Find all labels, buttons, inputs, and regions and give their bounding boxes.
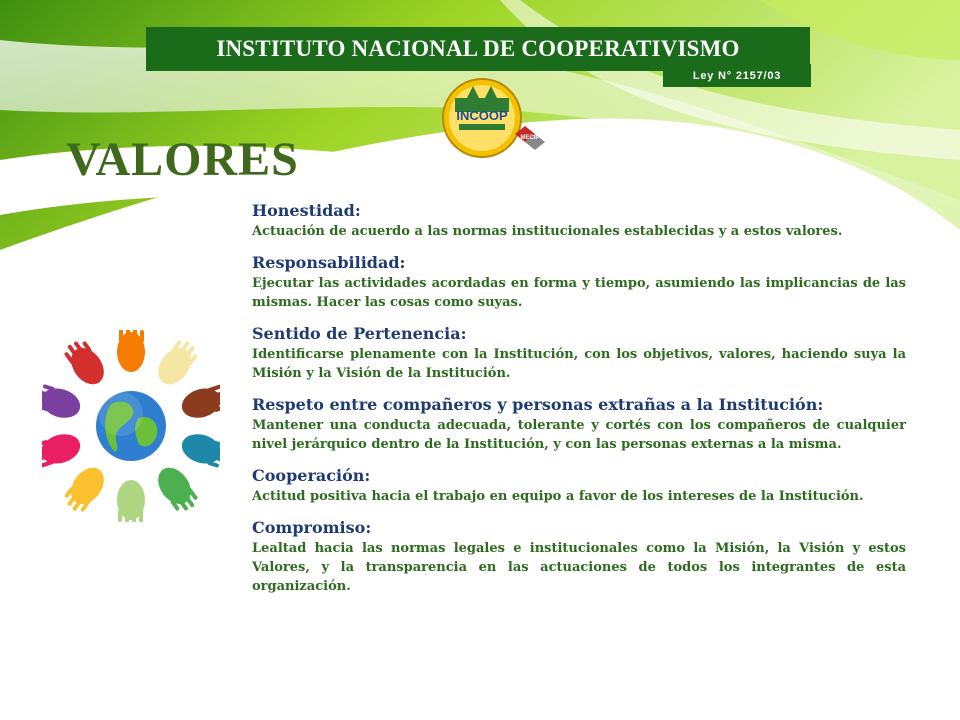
value-heading: Compromiso: — [252, 518, 372, 537]
svg-text:MECIP: MECIP — [520, 135, 540, 141]
value-responsabilidad — [252, 252, 906, 312]
values-list — [252, 200, 906, 607]
value-sentido-de-pertenencia — [252, 323, 906, 383]
value-heading: Sentido de Pertenencia: — [252, 324, 467, 343]
value-honestidad — [252, 200, 906, 241]
value-respeto — [252, 394, 906, 454]
value-description: Actitud positiva hacia el trabajo en equipo a favor de los intereses de la Institución. — [252, 489, 864, 504]
value-description: Lealtad hacia las normas legales e institucionales como la Misión, la Visión y estos Valores, y la transparencia en las actuaciones de todos los integrantes de esta organización. — [252, 541, 906, 594]
value-heading: Respeto entre compañeros y personas extrañas a la Institución: — [252, 395, 824, 414]
value-heading: Cooperación: — [252, 466, 371, 485]
value-description: Mantener una conducta adecuada, tolerante y cortés con los compañeros de cualquier nivel jerárquico dentro de la Institución, y con las personas externas a la misma. — [252, 418, 906, 452]
value-description: Ejecutar las actividades acordadas en forma y tiempo, asumiendo las implicancias de las mismas. Hacer las cosas como suyas. — [252, 276, 906, 310]
institution-name: INSTITUTO NACIONAL DE COOPERATIVISMO — [216, 36, 740, 61]
value-description: Identificarse plenamente con la Institución, con los objetivos, valores, haciendo suya la Misión y la Visión de la Institución. — [252, 347, 906, 381]
page-title: VALORES — [66, 133, 299, 186]
value-compromiso — [252, 517, 906, 596]
incoop-logo — [437, 78, 549, 160]
value-cooperacion — [252, 465, 906, 506]
law-badge: Ley N° 2157/03 — [663, 64, 811, 87]
svg-text:INCOOP: INCOOP — [456, 108, 508, 123]
value-heading: Honestidad: — [252, 201, 361, 220]
value-heading: Responsabilidad: — [252, 253, 406, 272]
value-description: Actuación de acuerdo a las normas institucionales establecidas y a estos valores. — [252, 224, 843, 239]
globe-hands-illustration — [42, 330, 220, 522]
